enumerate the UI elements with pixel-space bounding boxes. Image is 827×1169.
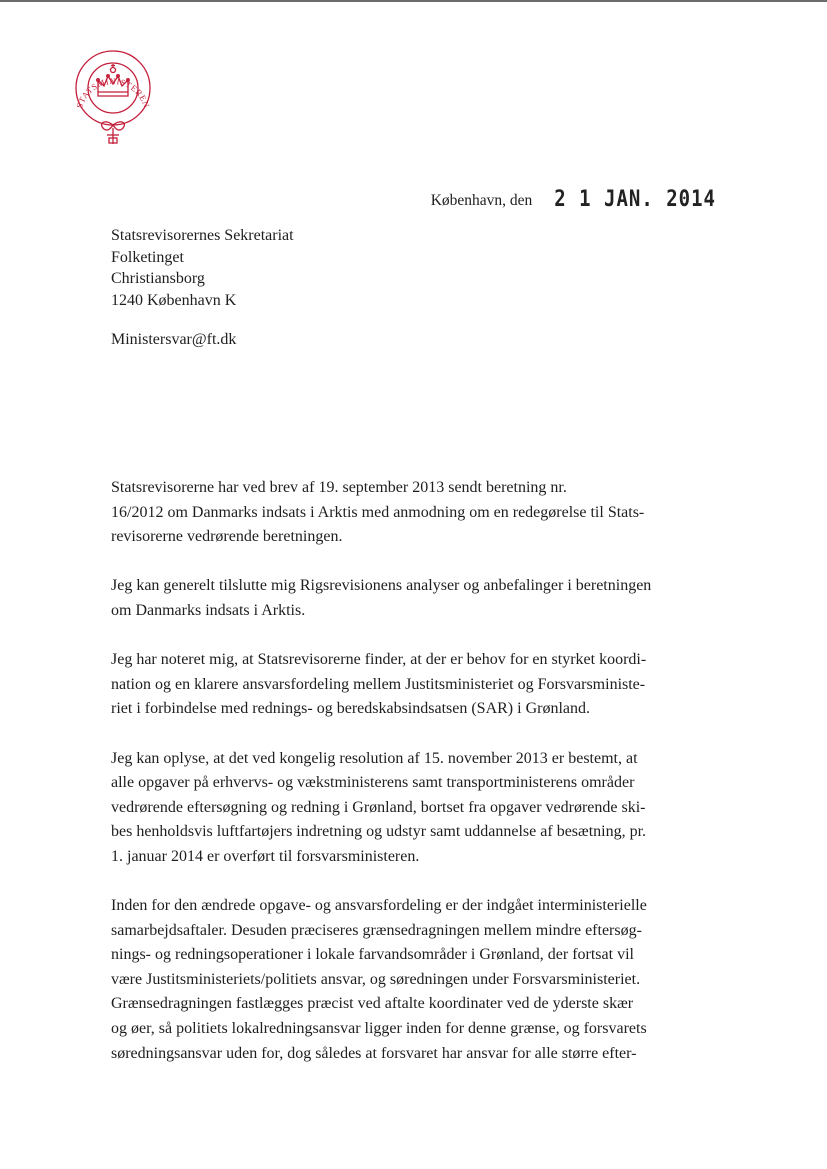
dateline	[0, 188, 716, 218]
body-paragraph	[111, 747, 731, 870]
text-line: bes henholdsvis luftfartøjers indretning og udstyr samt uddannelse af besætning, pr.	[111, 823, 647, 841]
recipient-email: Ministersvar@ft.dk	[111, 331, 237, 348]
text-line: 1. januar 2014 er overført til forsvarsministeren.	[111, 847, 420, 865]
seal-ring-text: STATSMINISTEREN	[74, 75, 152, 110]
text-line: søredningsansvar uden for, dog således at forsvaret har ansvar for alle større efter-	[111, 1044, 637, 1062]
text-line: vedrørende eftersøgning og redning i Grønland, bortset fra opgaver vedrørende ski-	[111, 798, 646, 816]
text-line: Grænsedragningen fastlægges præcist ved aftalte koordinater ved de yderste skær	[111, 995, 634, 1013]
text-line: samarbejdsaftaler. Desuden præciseres grænsedragningen mellem mindre eftersøg-	[111, 921, 642, 939]
dateline-prefix: København, den	[430, 192, 533, 209]
body-paragraph	[111, 574, 731, 623]
text-line: Jeg har noteret mig, at Statsrevisorerne finder, at der er behov for en styrket koordi-	[111, 651, 647, 669]
text-line: og øer, så politiets lokalredningsansvar ligger inden for denne grænse, og forsvarets	[111, 1020, 647, 1038]
body-paragraph	[111, 894, 731, 1066]
address-line: Statsrevisorernes Sekretariat	[111, 227, 294, 244]
text-line: om Danmarks indsats i Arktis.	[111, 601, 306, 619]
text-line: riet i forbindelse med rednings- og beredskabsindsatsen (SAR) i Grønland.	[111, 700, 591, 718]
text-line: nation og en klarere ansvarsfordeling mellem Justitsministeriet og Forsvarsministe-	[111, 675, 646, 693]
text-line: Statsrevisorerne har ved brev af 19. september 2013 sendt beretning nr.	[111, 479, 567, 496]
recipient-address	[111, 225, 611, 311]
text-line: revisorerne vedrørende beretningen.	[111, 528, 343, 546]
date-stamp: 2 1 JAN. 2014	[554, 186, 716, 212]
svg-text:STATSMINISTEREN	[74, 76, 152, 110]
body-paragraph	[111, 476, 731, 550]
address-line: 1240 København K	[111, 291, 237, 309]
body-paragraph	[111, 648, 731, 722]
text-line: Jeg kan generelt tilslutte mig Rigsrevisionens analyser og anbefalinger i beretningen	[111, 577, 652, 595]
statsministeriet-seal-icon	[68, 40, 158, 148]
page-top-rule	[0, 0, 827, 2]
letter-body	[111, 476, 731, 1091]
address-line: Folketinget	[111, 248, 184, 266]
text-line: nings- og redningsoperationer i lokale farvandsområder i Grønland, der fortsat vil	[111, 946, 634, 964]
text-line: alle opgaver på erhvervs- og vækstministerens samt transportministerens områder	[111, 774, 635, 792]
address-line: Christiansborg	[111, 270, 205, 287]
text-line: Jeg kan oplyse, at det ved kongelig resolution af 15. november 2013 er bestemt, at	[111, 749, 638, 767]
text-line: 16/2012 om Danmarks indsats i Arktis med anmodning om en redegørelse til Stats-	[111, 503, 645, 521]
text-line: være Justitsministeriets/politiets ansvar, og søredningen under Forsvarsministeriet.	[111, 970, 641, 988]
text-line: Inden for den ændrede opgave- og ansvarsfordeling er der indgået interministerielle	[111, 897, 647, 915]
